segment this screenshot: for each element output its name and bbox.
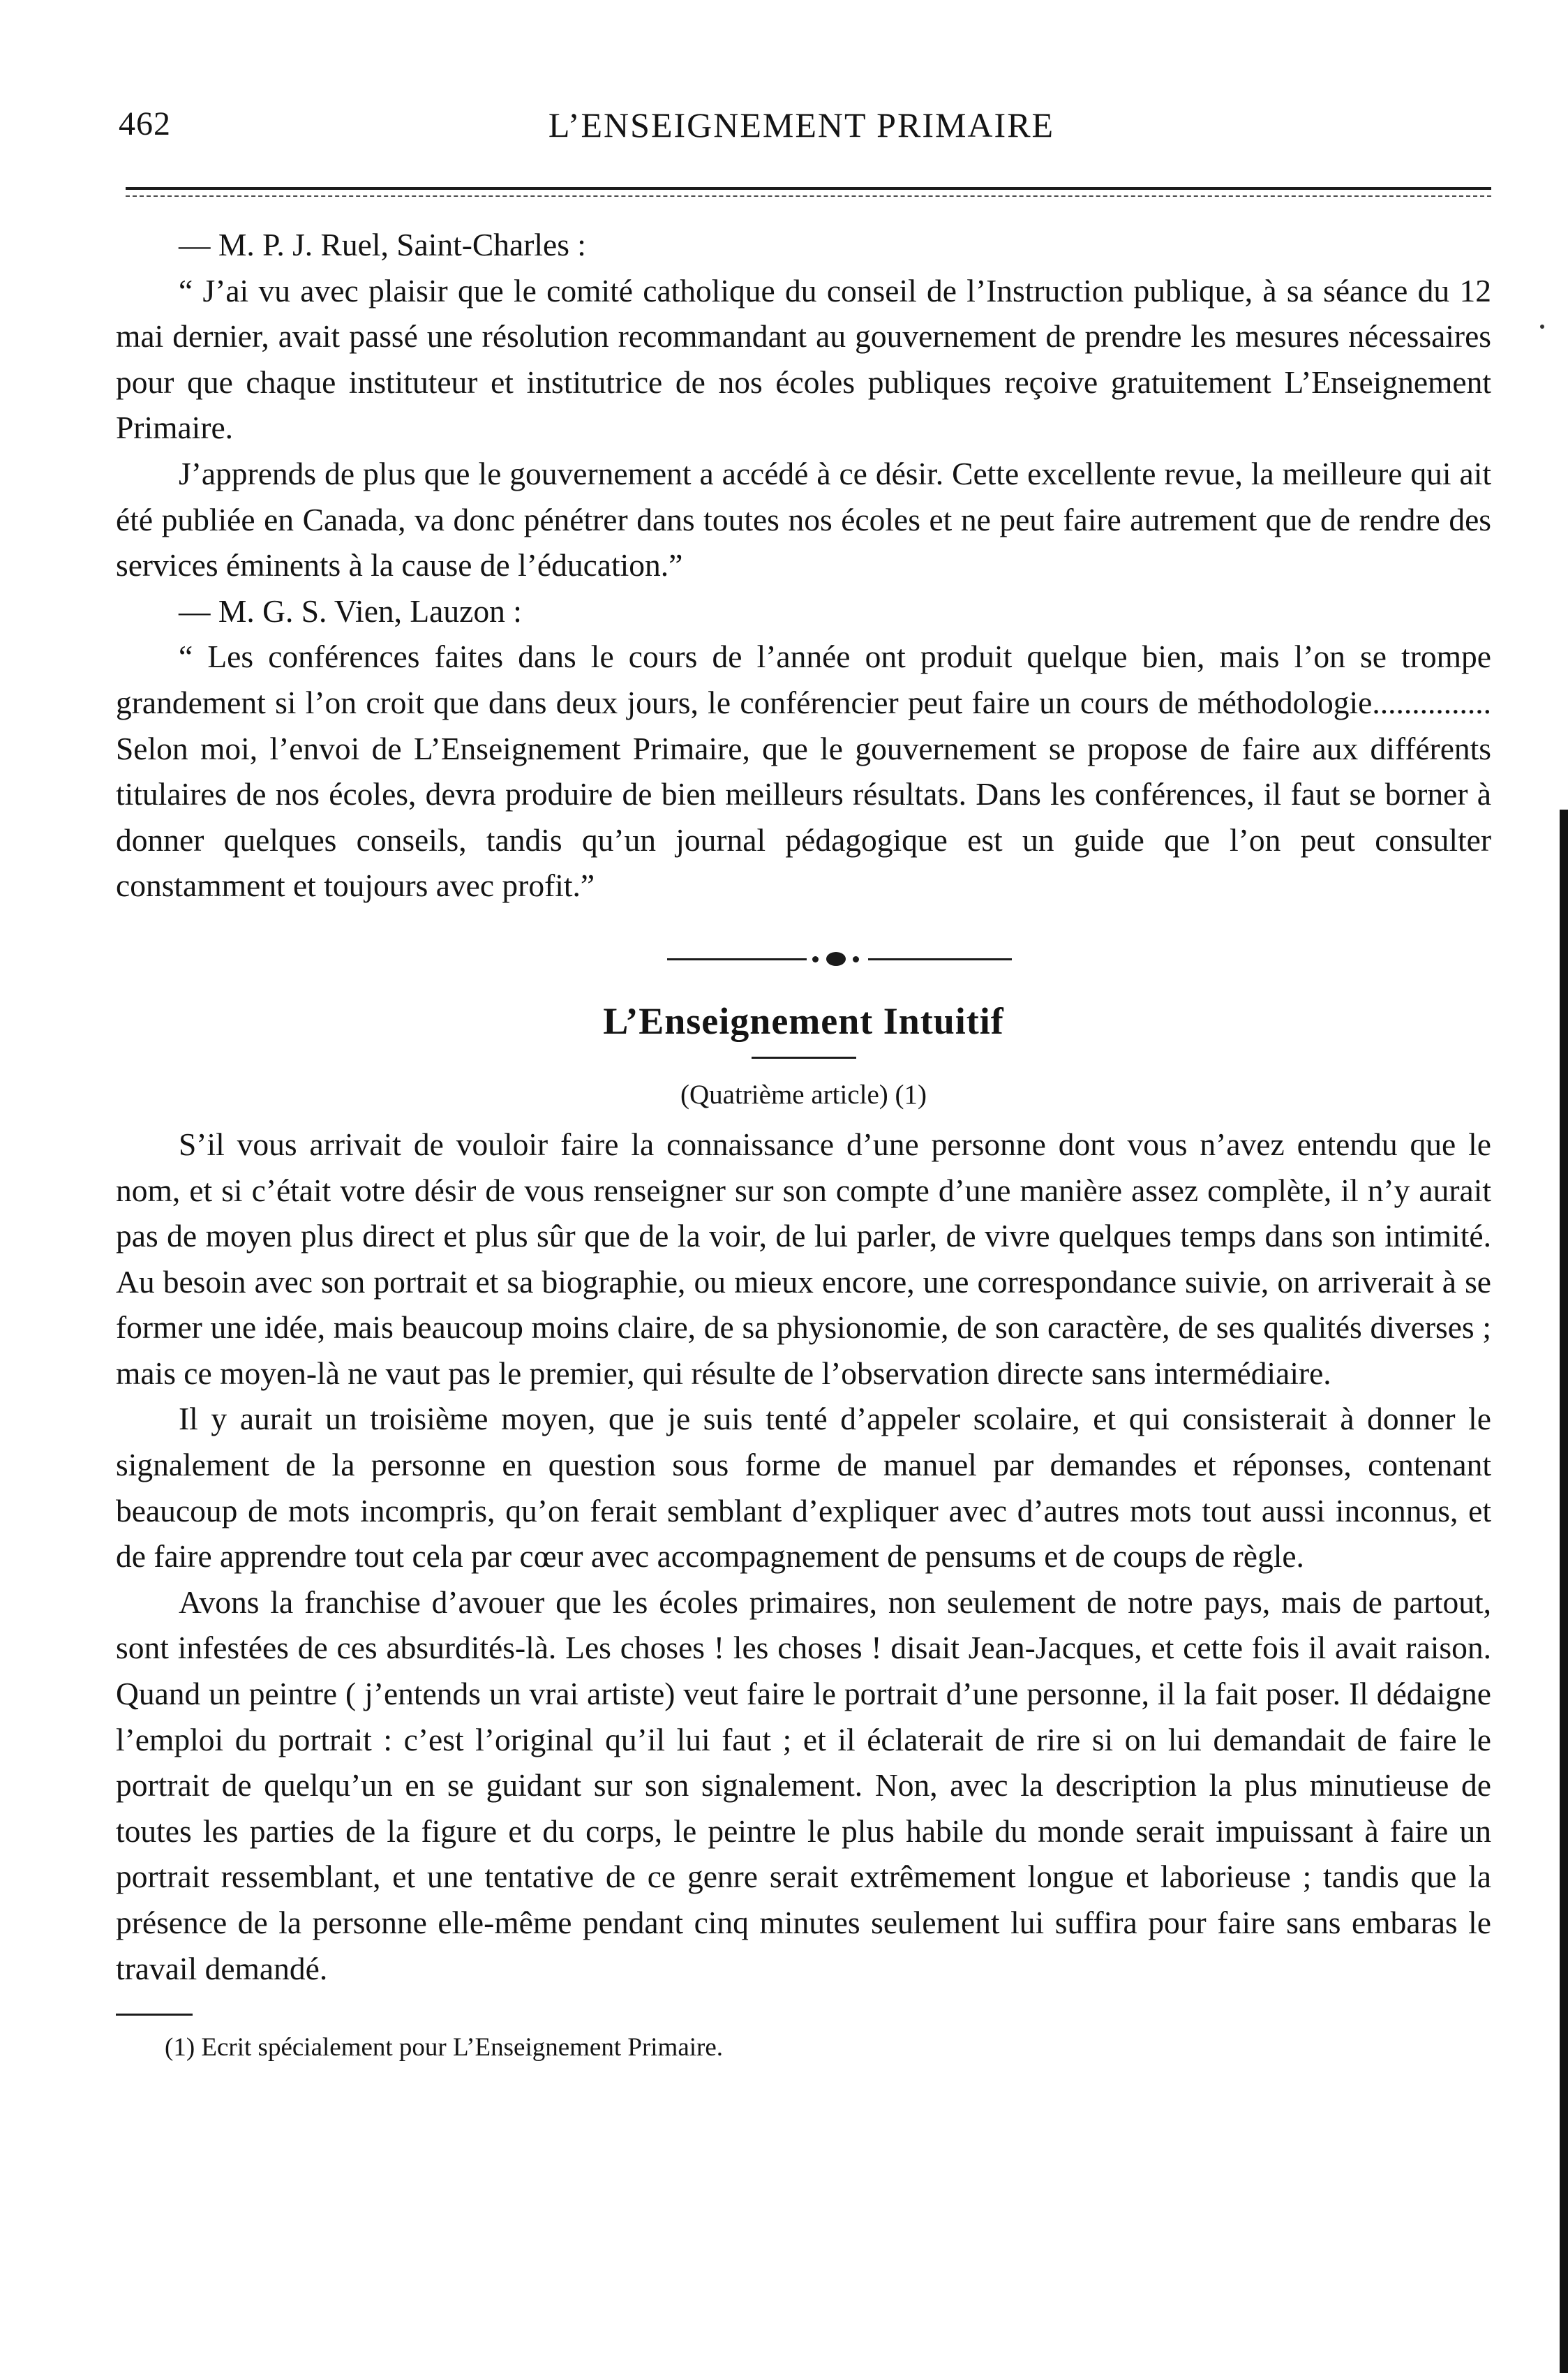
letter-paragraph: “ Les conférences faites dans le cours de l’année ont produit quelque bien, mais l’on se trompe grandement si l’on croit que dans deux jours, le conférencier peut faire un cours de méthodologie............... Selon moi, l’envoi de L’Enseignement Primaire, que le gouvernement se propose de faire aux différents titulaires de nos écoles, devra produire de bien meilleurs résultats. Dans les conférences, il faut se borner à donner quelques conseils, tandis qu’un journal pédagogique est un guide que l’on peut consulter constamment et toujours avec profit.”: [116, 639, 1491, 904]
article-title: L’Enseignement Intuitif: [603, 999, 1004, 1042]
ornament-line-right: [868, 958, 1012, 960]
page-header: [119, 105, 1484, 161]
page-number: 462: [119, 105, 171, 142]
article-paragraph: Avons la franchise d’avouer que les écoles primaires, non seulement de notre pays, mais de partout, sont infestées de ces absurdités-là. Les choses ! les choses ! disait Jean-Jacques, et cette fois il avait raison. Quand un peintre ( j’entends un vrai artiste) veut faire le portrait d’une personne, il la fait poser. Il dédaigne l’emploi du portrait : c’est l’original qu’il lui faut ; et il éclaterait de rire si on lui demandait de faire le portrait de quelqu’un en se guidant sur son signalement. Non, avec la description la plus minutieuse de toutes les parties de la figure et du corps, le peintre le plus habile du monde serait impuissant à faire un portrait ressemblant, et une tentative de ce genre serait extrêmement longue et laborieuse ; tandis que la présence de la personne elle-même pendant cinq minutes seulement lui suffira pour faire sans embaras le travail demandé.: [116, 1584, 1491, 1986]
ornament-center: [826, 952, 846, 966]
ornament-line-left: [667, 958, 807, 960]
ornament-dot-right: [853, 956, 859, 962]
title-rule: [752, 1057, 856, 1059]
letter-paragraph: “ J’ai vu avec plaisir que le comité catholique du conseil de l’Instruction publique, à sa séance du 12 mai dernier, avait passé une résolution recommandant au gouvernement de prendre les mesures nécessaires pour que chaque instituteur et institutrice de nos écoles publiques reçoive gratuitement L’Enseignement Primaire.: [116, 272, 1491, 446]
page-content: [116, 222, 1491, 2069]
footnote: (1) Ecrit spécialement pour L’Enseignement Primaire.: [165, 2033, 724, 2062]
letter-attribution: — M. G. S. Vien, Lauzon :: [179, 593, 522, 629]
section-ornament: [116, 937, 1491, 981]
article-subtitle: (Quatrième article) (1): [680, 1079, 927, 1110]
running-title: L’ENSEIGNEMENT PRIMAIRE: [548, 105, 1055, 144]
header-rule-dashed: [126, 195, 1491, 197]
article-section: [116, 997, 1491, 1991]
letter-attribution: — M. P. J. Ruel, Saint-Charles :: [179, 227, 586, 262]
page-edge-shadow: [1560, 810, 1568, 2373]
ornament-dot-left: [812, 956, 819, 962]
footnote-rule: [116, 2014, 193, 2016]
article-paragraph: S’il vous arrivait de vouloir faire la connaissance d’une personne dont vous n’avez entendu que le nom, et si c’était votre désir de vous renseigner sur son compte d’une manière assez complète, il n’y aurait pas de moyen plus direct et plus sûr que de la voir, de lui parler, de vivre quelques temps dans son intimité. Au besoin avec son portrait et sa biographie, ou mieux encore, une correspondance suivie, on arriverait à se former une idée, mais beaucoup moins claire, de sa physionomie, de son caractère, de ses qualités diverses ; mais ce moyen-là ne vaut pas le premier, qui résulte de l’observation directe sans intermédiaire.: [116, 1126, 1491, 1391]
article-paragraph: Il y aurait un troisième moyen, que je suis tenté d’appeler scolaire, et qui consisterait à donner le signalement de la personne en question sous forme de manuel par demandes et réponses, contenant beaucoup de mots incompris, qu’on ferait semblant d’expliquer avec d’autres mots tout aussi inconnus, et de faire apprendre tout cela par cœur avec accompagnement de pensums et de coups de règle.: [116, 1401, 1491, 1575]
letter-paragraph: J’apprends de plus que le gouvernement a accédé à ce désir. Cette excellente revue, la meilleure qui ait été publiée en Canada, va donc pénétrer dans toutes nos écoles et ne peut faire autrement que de rendre des services éminents à la cause de l’éducation.”: [116, 455, 1491, 583]
header-rule: [126, 187, 1491, 190]
letters-section: [116, 222, 1491, 909]
margin-speck: [1540, 325, 1544, 329]
